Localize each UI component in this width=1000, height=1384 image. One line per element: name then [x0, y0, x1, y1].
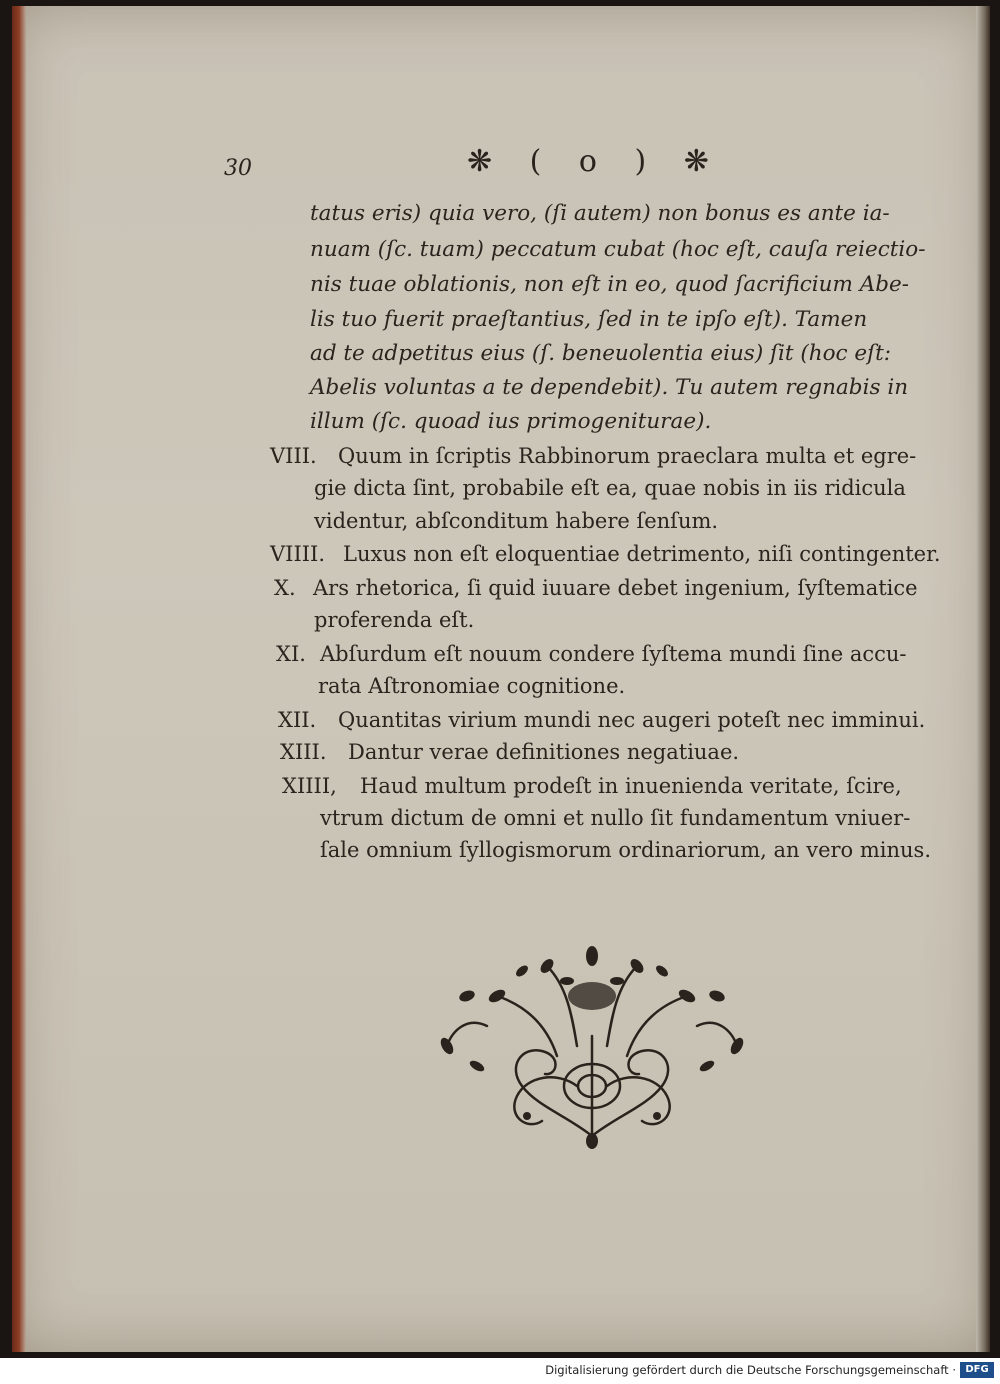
thesis-number: VIIII.	[270, 542, 326, 566]
thesis-line: vtrum dictum de omni et nullo ſit fundamentum vniuer-	[320, 806, 911, 830]
italic-line: tatus eris) quia vero, (ſi autem) non bonus es ante ia-	[310, 201, 890, 226]
thesis-line: Quum in ſcriptis Rabbinorum praeclara multa et egre-	[338, 444, 917, 468]
running-head: ❋ ( o ) ❋	[467, 144, 723, 179]
thesis-line: ſale omnium ſyllogismorum ordinariorum, an vero minus.	[320, 838, 931, 862]
italic-line: illum (ſc. quoad ius primogeniturae).	[310, 409, 712, 434]
italic-line: nuam (ſc. tuam) peccatum cubat (hoc eſt, cauſa reiectio-	[310, 237, 926, 262]
thesis-line: rata Aſtronomiae cognitione.	[318, 674, 626, 698]
page-right-edge	[976, 6, 990, 1352]
thesis-number: X.	[274, 576, 296, 600]
thesis-number: XII.	[278, 708, 317, 732]
thesis-number: XIIII,	[282, 774, 337, 798]
thesis-line: Abſurdum eſt nouum condere ſyſtema mundi ſine accu-	[320, 642, 907, 666]
thesis-line: gie dicta ſint, probabile eſt ea, quae nobis in iis ridicula	[314, 476, 906, 500]
thesis-line: videntur, abſconditum habere ſenſum.	[314, 509, 719, 533]
dfg-logo: DFG	[960, 1362, 994, 1378]
thesis-line: Ars rhetorica, ſi quid iuuare debet ingenium, ſyſtematice	[313, 576, 918, 600]
italic-line: nis tuae oblationis, non eſt in eo, quod ſacrificium Abe-	[310, 272, 909, 297]
thesis-number: XIII.	[280, 740, 327, 764]
thesis-line: Haud multum prodeſt in inuenienda veritate, ſcire,	[360, 774, 902, 798]
italic-line: lis tuo fuerit praeſtantius, ſed in te ipſo eſt). Tamen	[310, 307, 868, 332]
italic-line: Abelis voluntas a te dependebit). Tu autem regnabis in	[310, 375, 909, 400]
thesis-line: Luxus non eſt eloquentiae detrimento, niſi contingenter.	[343, 542, 941, 566]
thesis-line: proferenda eſt.	[314, 608, 475, 632]
book-page	[12, 6, 990, 1352]
footer-credit-text: Digitalisierung gefördert durch die Deutsche Forschungsgemeinschaft ·	[545, 1363, 956, 1377]
page-left-edge	[12, 6, 26, 1352]
digitization-footer	[0, 1358, 1000, 1384]
floral-vignette-ornament	[427, 936, 757, 1156]
italic-line: ad te adpetitus eius (ſ. beneuolentia eius) ſit (hoc eſt:	[310, 341, 891, 366]
thesis-number: XI.	[276, 642, 306, 666]
page-number: 30	[224, 156, 252, 181]
thesis-number: VIII.	[270, 444, 317, 468]
thesis-line: Dantur verae definitiones negatiuae.	[348, 740, 740, 764]
thesis-line: Quantitas virium mundi nec augeri poteſt nec imminui.	[338, 708, 926, 732]
